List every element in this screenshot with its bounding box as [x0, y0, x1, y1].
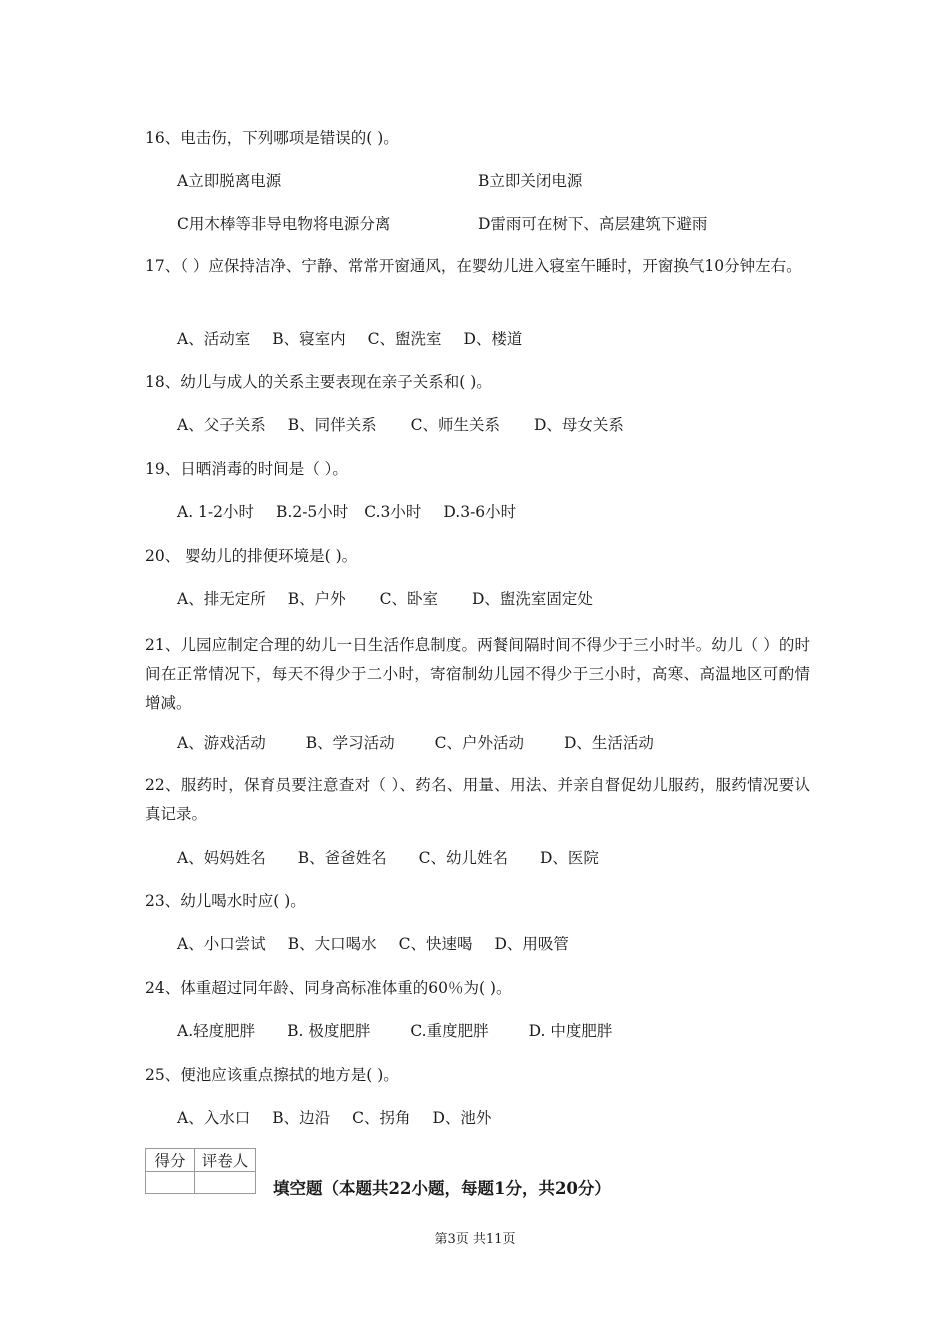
- question-19-option-a: A. 1-2小时: [177, 503, 255, 521]
- question-19-option-b: B.2-5小时: [276, 503, 349, 521]
- question-22-option-b: B、爸爸姓名: [297, 849, 387, 867]
- question-23-option-b: B、大口喝水: [287, 935, 377, 953]
- question-22-option-c: C、幼儿姓名: [418, 849, 508, 867]
- question-23-option-a: A、小口尝试: [177, 935, 266, 953]
- question-20-options: [177, 589, 615, 609]
- question-24-options: [177, 1021, 634, 1041]
- question-21-options: [177, 733, 676, 753]
- question-25-option-d: D、池外: [432, 1109, 492, 1127]
- question-22-option-d: D、医院: [539, 849, 599, 867]
- question-22-stem: 22、服药时，保育员要注意查对（ ）、药名、用量、用法、并亲自督促幼儿服药，服药情况要认真记录。: [145, 776, 810, 823]
- question-20-option-a: A、排无定所: [177, 590, 266, 608]
- question-21-option-b: B、学习活动: [305, 734, 395, 752]
- question-17-stem: 17、（ ）应保持洁净、宁静、常常开窗通风，在婴幼儿进入寝室午睡时，开窗换气10分钟左右。: [145, 257, 802, 275]
- section-title: 填空题（本题共22小题，每题1分，共20分）: [273, 1179, 611, 1198]
- question-19-option-d: D.3-6小时: [443, 503, 517, 521]
- question-16-stem: 16、电击伤，下列哪项是错误的( )。: [145, 129, 399, 147]
- grader-cell: [195, 1172, 256, 1194]
- question-16-option-c: C用木棒等非导电物将电源分离: [177, 215, 391, 233]
- question-25-option-b: B、边沿: [272, 1109, 331, 1127]
- question-17-option-a: A、活动室: [177, 330, 251, 348]
- page-footer: 第3页 共11页: [434, 1232, 516, 1247]
- question-21-option-d: D、生活活动: [563, 734, 654, 752]
- score-cell: [146, 1172, 195, 1194]
- question-23-option-c: C、快速喝: [398, 935, 473, 953]
- question-23-stem: 23、幼儿喝水时应( )。: [145, 892, 306, 910]
- question-21-option-a: A、游戏活动: [177, 734, 266, 752]
- question-17-option-c: C、盥洗室: [367, 330, 442, 348]
- question-24-option-c: C.重度肥胖: [410, 1022, 489, 1040]
- question-19-options: [177, 502, 538, 522]
- question-17-option-d: D、楼道: [463, 330, 523, 348]
- question-17-option-b: B、寝室内: [272, 330, 346, 348]
- question-17-options: [177, 329, 544, 349]
- question-24-option-a: A.轻度肥胖: [177, 1022, 256, 1040]
- question-21-stem: 21、儿园应制定合理的幼儿一日生活作息制度。两餐间隔时间不得少于三小时半。幼儿（ ）的时间在正常情况下，每天不得少于二小时，寄宿制幼儿园不得少于三小时，高寒、高温地区可酌情增减。: [145, 636, 810, 712]
- question-23-option-d: D、用吸管: [494, 935, 569, 953]
- question-24-option-b: B. 极度肥胖: [287, 1022, 371, 1040]
- question-25-option-c: C、拐角: [352, 1109, 411, 1127]
- question-22-options: [177, 848, 621, 868]
- question-16-option-b: B立即关闭电源: [478, 172, 583, 190]
- question-18-option-a: A、父子关系: [177, 416, 266, 434]
- question-25-options: [177, 1108, 513, 1128]
- question-22-option-a: A、妈妈姓名: [177, 849, 266, 867]
- question-18-option-b: B、同伴关系: [287, 416, 377, 434]
- question-18-option-d: D、母女关系: [533, 416, 624, 434]
- question-24-stem: 24、体重超过同年龄、同身高标准体重的60％为( )。: [145, 979, 512, 997]
- score-label: 得分: [146, 1149, 195, 1172]
- score-box: [145, 1148, 256, 1194]
- question-19-option-c: C.3小时: [364, 503, 422, 521]
- question-23-options: [177, 934, 591, 954]
- question-18-options: [177, 415, 646, 435]
- grader-label: 评卷人: [195, 1149, 256, 1172]
- question-20-option-d: D、盥洗室固定处: [471, 590, 593, 608]
- question-20-option-b: B、户外: [287, 590, 346, 608]
- question-20-option-c: C、卧室: [379, 590, 438, 608]
- question-16-option-a: A立即脱离电源: [177, 172, 282, 190]
- question-25-stem: 25、便池应该重点擦拭的地方是( )。: [145, 1066, 399, 1084]
- question-18-stem: 18、幼儿与成人的关系主要表现在亲子关系和( )。: [145, 373, 492, 391]
- question-21-option-c: C、户外活动: [434, 734, 524, 752]
- question-18-option-c: C、师生关系: [410, 416, 500, 434]
- question-16-option-d: D雷雨可在树下、高层建筑下避雨: [478, 215, 708, 233]
- question-20-stem: 20、 婴幼儿的排便环境是( )。: [145, 547, 358, 565]
- question-19-stem: 19、日晒消毒的时间是（ ）。: [145, 460, 348, 478]
- question-24-option-d: D. 中度肥胖: [528, 1022, 613, 1040]
- question-25-option-a: A、入水口: [177, 1109, 251, 1127]
